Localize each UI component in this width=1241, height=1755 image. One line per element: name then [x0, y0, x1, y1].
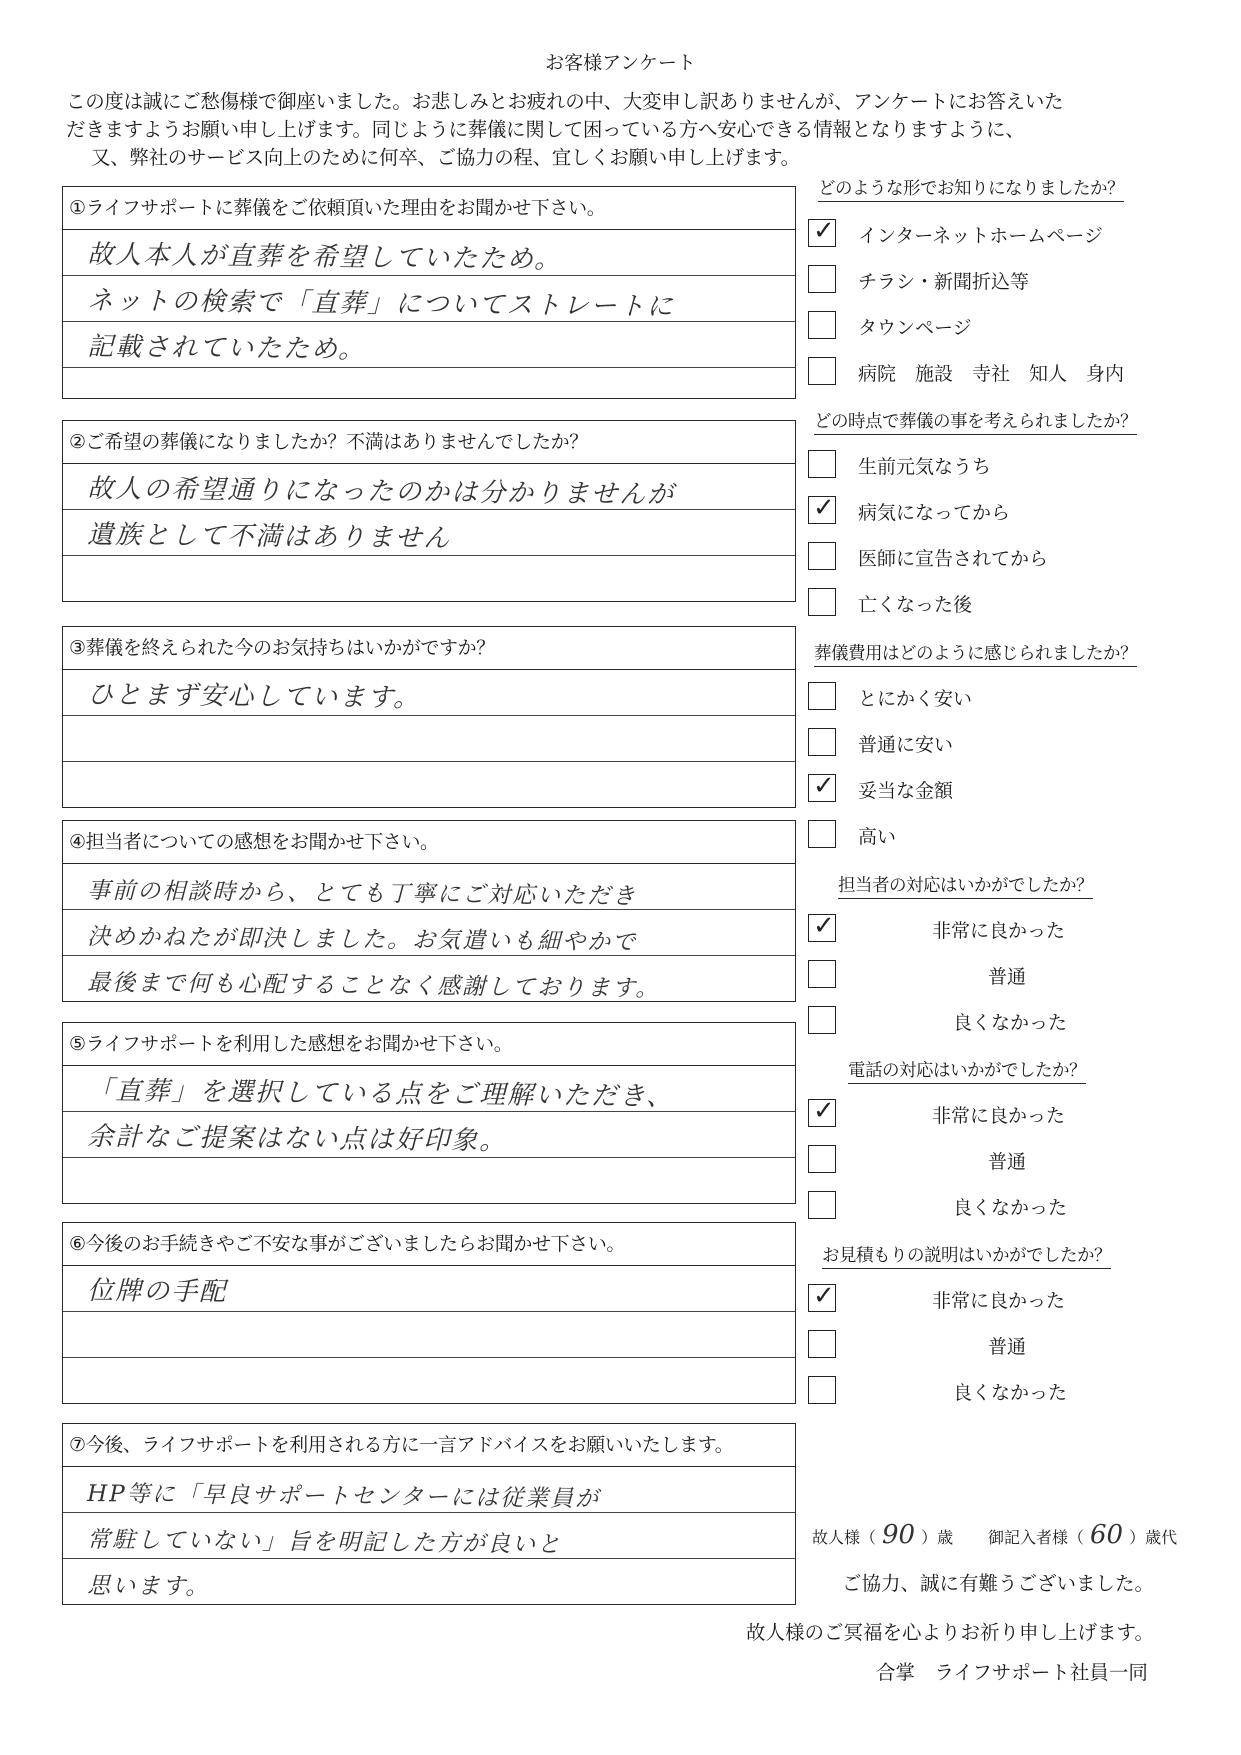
prayer-text: 故人様のご冥福を心よりお祈り申し上げます。 [746, 1621, 1154, 1644]
question-2-label: ②ご希望の葬儀になりましたか？不満はありませんでしたか？ [63, 421, 795, 464]
question-7-label: ⑦今後、ライフサポートを利用される方に一言アドバイスをお願いいたします。 [63, 1424, 795, 1467]
option-label: 普通 [988, 1151, 1027, 1173]
checkbox[interactable] [808, 1376, 836, 1404]
deceased-age-unit: ）歳 [921, 1528, 954, 1547]
checkbox[interactable] [808, 311, 836, 339]
side-heading-1: どのような形でお知りになりましたか？ [818, 175, 1124, 202]
checkbox[interactable] [808, 542, 836, 570]
question-4-label: ④担当者についての感想をお聞かせ下さい。 [63, 821, 795, 864]
answer-line[interactable] [63, 276, 795, 322]
answer-line[interactable] [63, 322, 795, 368]
answer-line[interactable] [63, 1266, 795, 1312]
checkbox[interactable] [808, 682, 836, 710]
checkbox[interactable] [808, 911, 836, 942]
handwritten-answer: 余計なご提案はない点は好印象。 [87, 1122, 508, 1157]
option-label: 医師に宣告されてから [858, 548, 1049, 570]
deceased-age-value[interactable]: 90 [882, 1520, 916, 1550]
checkbox[interactable] [808, 1145, 836, 1173]
question-4-box [62, 820, 796, 1002]
question-1-box [62, 186, 796, 399]
side-heading-3: 葬儀費用はどのように感じられましたか？ [814, 640, 1137, 667]
question-3-label: ③葬儀を終えられた今のお気持ちはいかがですか？ [63, 627, 795, 670]
handwritten-answer: 故人の希望通りになったのかは分かりませんが [87, 474, 676, 511]
handwritten-answer: 思います。 [87, 1573, 211, 1601]
handwritten-answer: 事前の相談時から、とても丁寧にご対応いただき [87, 878, 638, 910]
option-label: とにかく安い [858, 688, 973, 710]
checkbox[interactable] [808, 493, 836, 524]
deceased-age-label: 故人様（ [812, 1528, 877, 1547]
checkbox[interactable] [808, 265, 836, 293]
answer-line[interactable] [63, 910, 795, 956]
option-label: 普通 [988, 966, 1027, 988]
option-label: 病気になってから [858, 502, 1011, 524]
option-label: 良くなかった [953, 1382, 1068, 1404]
check-mark-icon: ✓ [813, 771, 835, 801]
question-3-box [62, 626, 796, 808]
question-6-label: ⑥今後のお手続きやご不安な事がございましたらお聞かせ下さい。 [63, 1223, 795, 1266]
signature-text: 合掌 ライフサポート社員一同 [876, 1661, 1148, 1684]
writer-age-label: 御記入者様（ [988, 1528, 1085, 1547]
option-label: タウンページ [858, 317, 972, 339]
option-label: 良くなかった [953, 1012, 1068, 1034]
handwritten-answer: ひとまず安心しています。 [87, 680, 422, 714]
option-label: 高い [858, 826, 897, 848]
option-label: チラシ・新聞折込等 [858, 271, 1030, 293]
check-mark-icon: ✓ [813, 911, 835, 941]
option-label: 非常に良かった [932, 920, 1066, 942]
handwritten-answer: 「直葬」を選択している点をご理解いただき、 [87, 1076, 675, 1113]
question-6-box [62, 1222, 796, 1404]
option-label: インターネットホームページ [858, 225, 1103, 247]
option-label: 病院 施設 寺社 知人 身内 [858, 363, 1125, 385]
question-1-label: ①ライフサポートに葬儀をご依頼頂いた理由をお聞かせ下さい。 [63, 187, 795, 230]
handwritten-answer: ネットの検索で「直葬」についてストレートに [87, 286, 675, 323]
writer-age-unit: ）歳代 [1129, 1528, 1178, 1547]
answer-line[interactable] [63, 670, 795, 716]
handwritten-answer: 記載されていたため。 [87, 332, 367, 365]
answer-line[interactable] [63, 1467, 795, 1513]
checkbox[interactable] [808, 820, 836, 848]
intro-line-3: 又、弊社のサービス向上のために何卒、ご協力の程、宜しくお願い申し上げます。 [91, 146, 800, 169]
answer-line[interactable] [63, 1158, 795, 1203]
checkbox[interactable] [808, 960, 836, 988]
answer-line[interactable] [63, 556, 795, 601]
handwritten-answer: 決めかねたが即決しました。お気遣いも細やかで [87, 924, 638, 956]
answer-line[interactable] [63, 864, 795, 910]
handwritten-answer: 最後まで何も心配することなく感謝しております。 [87, 970, 661, 1003]
option-label: 妥当な金額 [858, 780, 954, 802]
side-heading-6: お見積もりの説明はいかがでしたか？ [822, 1242, 1111, 1269]
question-2-box [62, 420, 796, 602]
checkbox[interactable] [808, 728, 836, 756]
side-heading-4: 担当者の対応はいかがでしたか？ [838, 872, 1093, 899]
option-label: 非常に良かった [932, 1105, 1066, 1127]
answer-line[interactable] [63, 510, 795, 556]
handwritten-answer: HP等に「早良サポートセンターには従業員が [87, 1481, 601, 1513]
checkbox[interactable] [808, 216, 836, 247]
handwritten-answer: 遺族として不満はありません [87, 520, 452, 554]
survey-title: お客様アンケート [545, 52, 696, 74]
checkbox[interactable] [808, 588, 836, 616]
option-label: 普通 [988, 1336, 1027, 1358]
checkbox[interactable] [808, 771, 836, 802]
side-heading-2: どの時点で葬儀の事を考えられましたか？ [814, 408, 1137, 435]
deceased-age [812, 1520, 953, 1550]
checkbox[interactable] [808, 1006, 836, 1034]
checkbox[interactable] [808, 1281, 836, 1312]
answer-line[interactable] [63, 716, 795, 762]
checkbox[interactable] [808, 357, 836, 385]
checkbox[interactable] [808, 1096, 836, 1127]
checkbox[interactable] [808, 450, 836, 478]
writer-age [988, 1520, 1177, 1550]
answer-line[interactable] [63, 230, 795, 276]
writer-age-value[interactable]: 60 [1090, 1520, 1124, 1550]
handwritten-answer: 故人本人が直葬を希望していたため。 [87, 240, 563, 275]
answer-line[interactable] [63, 368, 795, 398]
check-mark-icon: ✓ [813, 1281, 835, 1311]
check-mark-icon: ✓ [813, 216, 835, 246]
answer-line[interactable] [63, 1358, 795, 1403]
check-mark-icon: ✓ [813, 1096, 835, 1126]
intro-line-1: この度は誠にご愁傷様で御座いました。お悲しみとお疲れの中、大変申し訳ありませんが、アンケートにお答えいた [66, 90, 1064, 113]
answer-line[interactable] [63, 1066, 795, 1112]
thanks-text: ご協力、誠に有難うございました。 [842, 1572, 1155, 1595]
answer-line[interactable] [63, 1312, 795, 1358]
check-mark-icon: ✓ [813, 493, 835, 523]
checkbox[interactable] [808, 1330, 836, 1358]
side-heading-5: 電話の対応はいかがでしたか？ [848, 1057, 1086, 1084]
checkbox[interactable] [808, 1191, 836, 1219]
answer-line[interactable] [63, 762, 795, 807]
answer-line[interactable] [63, 956, 795, 1001]
option-label: 亡くなった後 [858, 594, 973, 616]
intro-line-2: だきますようお願い申し上げます。同じように葬儀に関して困っている方へ安心できる情報となりますように、 [66, 118, 1025, 141]
answer-line[interactable] [63, 464, 795, 510]
option-label: 非常に良かった [932, 1290, 1066, 1312]
question-5-box [62, 1022, 796, 1204]
option-label: 良くなかった [953, 1197, 1068, 1219]
answer-line[interactable] [63, 1513, 795, 1559]
handwritten-answer: 位牌の手配 [87, 1276, 228, 1308]
answer-line[interactable] [63, 1112, 795, 1158]
option-label: 生前元気なうち [858, 456, 992, 478]
question-7-box [62, 1423, 796, 1605]
handwritten-answer: 常駐していない」旨を明記した方が良いと [87, 1527, 563, 1558]
option-label: 普通に安い [858, 734, 954, 756]
answer-line[interactable] [63, 1559, 795, 1604]
question-5-label: ⑤ライフサポートを利用した感想をお聞かせ下さい。 [63, 1023, 795, 1066]
